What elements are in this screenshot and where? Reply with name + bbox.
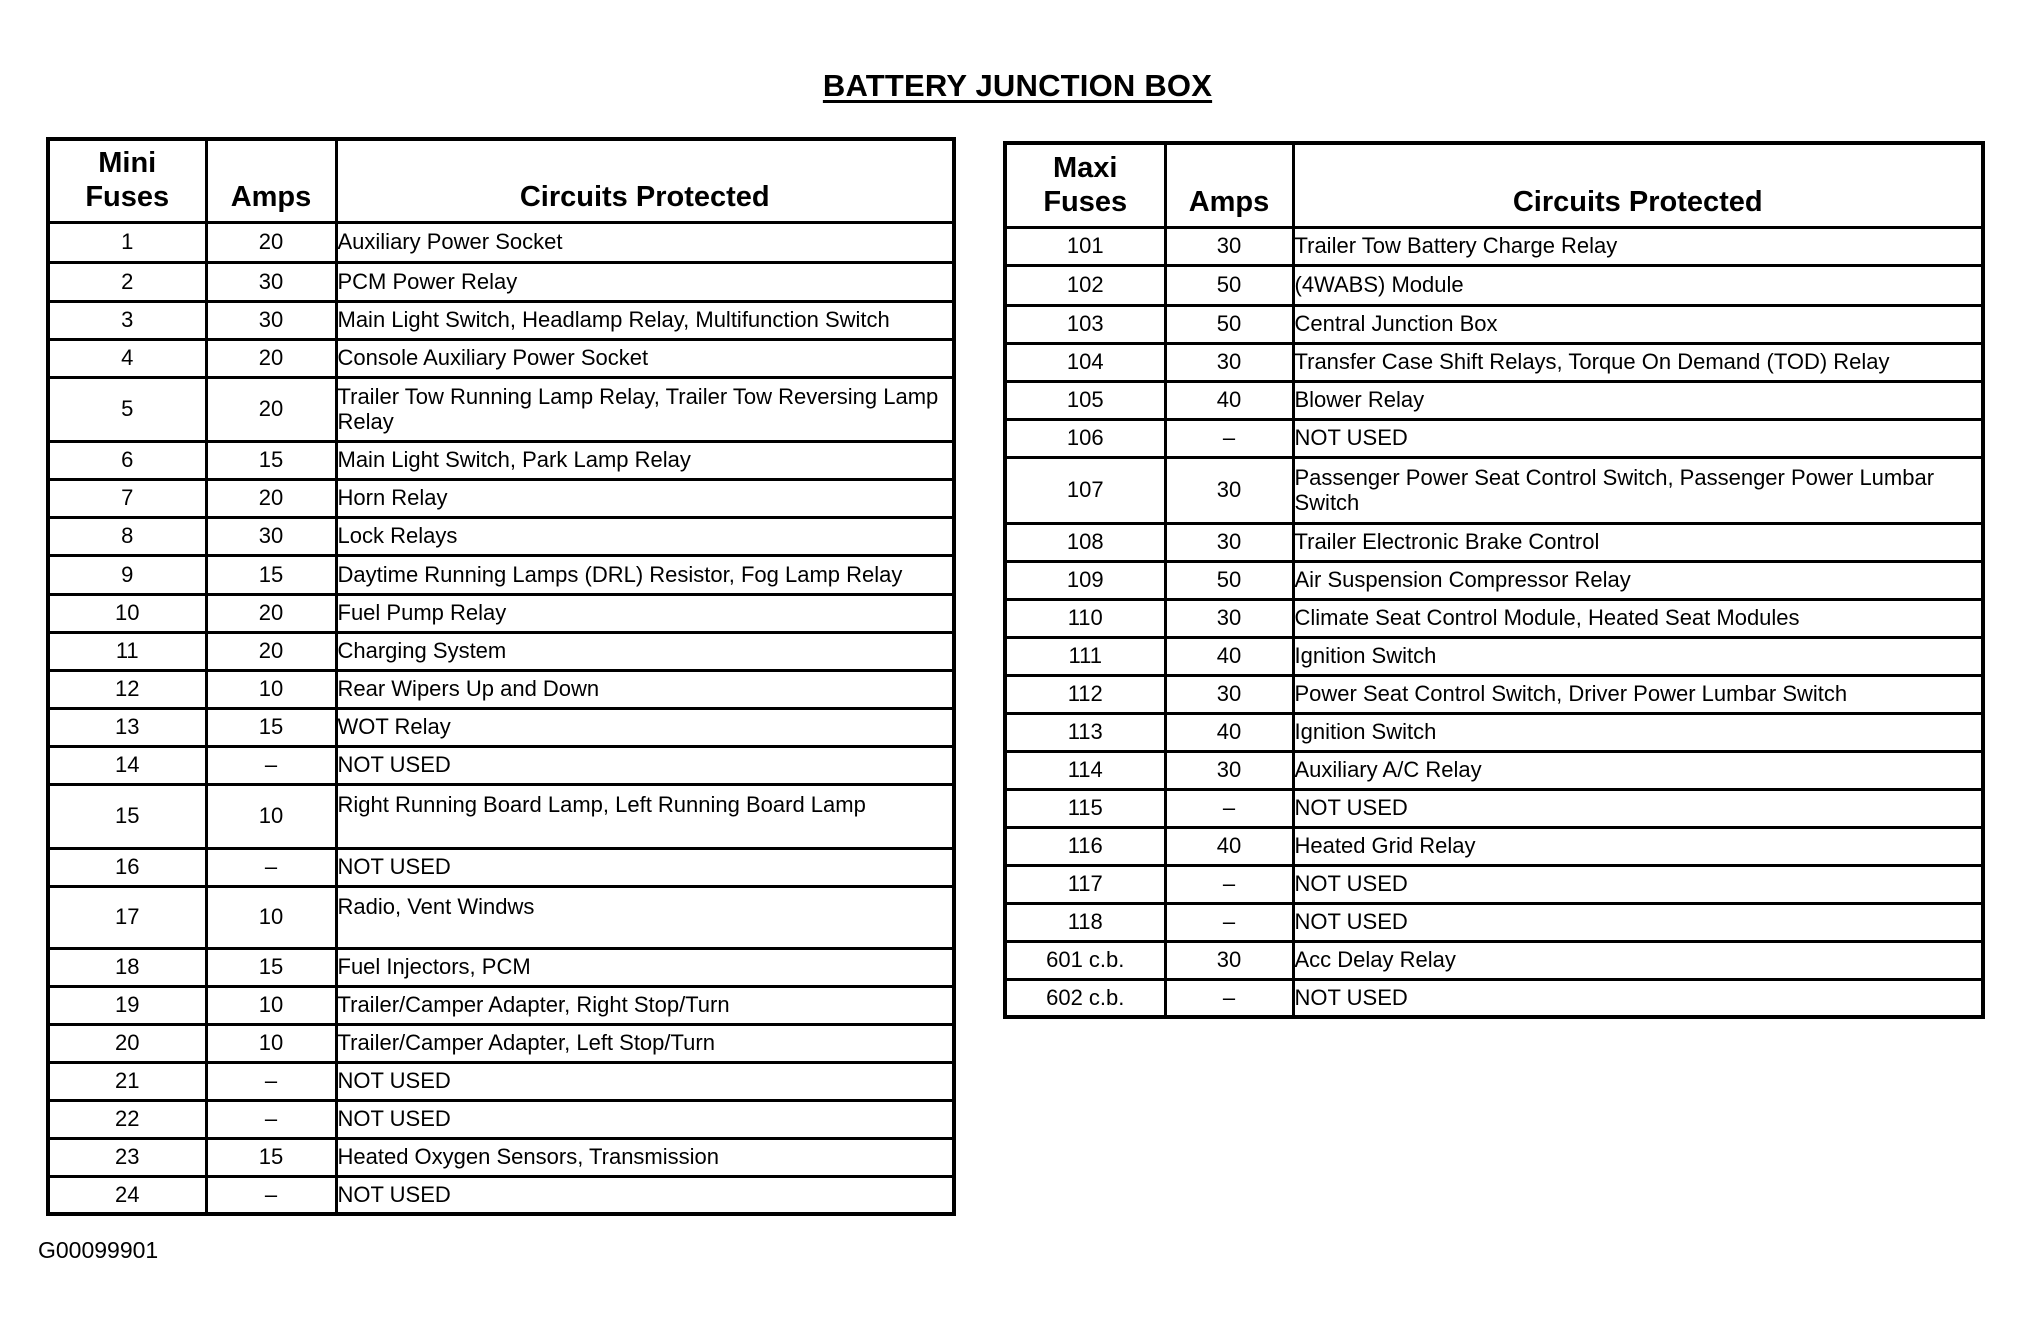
table-row <box>1005 419 1983 457</box>
circuits-protected: Trailer/Camper Adapter, Left Stop/Turn <box>336 1024 954 1062</box>
table-row <box>48 222 954 262</box>
table-row <box>48 746 954 784</box>
fuse-number: 24 <box>48 1176 206 1214</box>
circuits-protected: Main Light Switch, Park Lamp Relay <box>336 441 954 479</box>
table-header-row <box>48 139 954 222</box>
fuse-amps: 10 <box>206 886 336 948</box>
circuits-protected: Ignition Switch <box>1293 637 1983 675</box>
fuse-number: 117 <box>1005 865 1165 903</box>
circuits-protected: Acc Delay Relay <box>1293 941 1983 979</box>
fuse-amps: 15 <box>206 708 336 746</box>
table-row <box>48 886 954 948</box>
circuits-protected: Fuel Injectors, PCM <box>336 948 954 986</box>
table-row <box>1005 457 1983 523</box>
circuits-protected: Heated Oxygen Sensors, Transmission <box>336 1138 954 1176</box>
table-row <box>48 986 954 1024</box>
fuse-number: 5 <box>48 377 206 441</box>
column-header-circuits: Circuits Protected <box>336 139 954 222</box>
circuits-protected: NOT USED <box>1293 789 1983 827</box>
table-row <box>1005 789 1983 827</box>
fuse-amps: 20 <box>206 594 336 632</box>
fuse-number: 602 c.b. <box>1005 979 1165 1017</box>
fuse-amps: 30 <box>206 517 336 555</box>
fuse-number: 1 <box>48 222 206 262</box>
figure-code: G00099901 <box>38 1237 159 1263</box>
fuse-amps: 30 <box>1165 523 1293 561</box>
mini-fuses-body <box>48 222 954 1214</box>
circuits-protected: NOT USED <box>1293 419 1983 457</box>
table-row <box>1005 561 1983 599</box>
circuits-protected: Lock Relays <box>336 517 954 555</box>
circuits-protected: Central Junction Box <box>1293 305 1983 343</box>
fuse-number: 9 <box>48 555 206 594</box>
table-row <box>48 517 954 555</box>
fuse-number: 7 <box>48 479 206 517</box>
fuse-number: 118 <box>1005 903 1165 941</box>
table-row <box>1005 265 1983 305</box>
maxi-fuses-table <box>1003 141 1985 1019</box>
fuse-amps: – <box>1165 903 1293 941</box>
fuse-amps: 30 <box>1165 457 1293 523</box>
fuse-number: 111 <box>1005 637 1165 675</box>
table-row <box>1005 381 1983 419</box>
fuse-number: 102 <box>1005 265 1165 305</box>
circuits-protected: Daytime Running Lamps (DRL) Resistor, Fog Lamp Relay <box>336 555 954 594</box>
column-header-fuses: Mini Fuses <box>48 139 206 222</box>
circuits-protected: WOT Relay <box>336 708 954 746</box>
table-row <box>1005 903 1983 941</box>
circuits-protected: NOT USED <box>336 1176 954 1214</box>
mini-fuses-table <box>46 137 956 1216</box>
fuse-amps: – <box>1165 789 1293 827</box>
fuse-amps: 40 <box>1165 381 1293 419</box>
fuse-amps: – <box>206 746 336 784</box>
circuits-protected: Horn Relay <box>336 479 954 517</box>
fuse-number: 109 <box>1005 561 1165 599</box>
fuse-amps: – <box>1165 865 1293 903</box>
table-row <box>1005 941 1983 979</box>
fuse-amps: 10 <box>206 670 336 708</box>
fuse-number: 3 <box>48 301 206 339</box>
fuse-number: 11 <box>48 632 206 670</box>
table-row <box>1005 979 1983 1017</box>
circuits-protected: Console Auxiliary Power Socket <box>336 339 954 377</box>
circuits-protected: Right Running Board Lamp, Left Running Board Lamp <box>336 784 954 848</box>
fuse-amps: 40 <box>1165 713 1293 751</box>
fuse-amps: 15 <box>206 555 336 594</box>
table-row <box>48 479 954 517</box>
fuse-number: 115 <box>1005 789 1165 827</box>
table-row <box>1005 523 1983 561</box>
fuse-number: 17 <box>48 886 206 948</box>
fuse-number: 107 <box>1005 457 1165 523</box>
table-row <box>48 948 954 986</box>
circuits-protected: Transfer Case Shift Relays, Torque On Demand (TOD) Relay <box>1293 343 1983 381</box>
fuse-number: 105 <box>1005 381 1165 419</box>
fuse-number: 110 <box>1005 599 1165 637</box>
table-row <box>1005 865 1983 903</box>
circuits-protected: Main Light Switch, Headlamp Relay, Multifunction Switch <box>336 301 954 339</box>
table-row <box>1005 599 1983 637</box>
table-row <box>1005 675 1983 713</box>
circuits-protected: Rear Wipers Up and Down <box>336 670 954 708</box>
table-row <box>48 555 954 594</box>
fuse-number: 601 c.b. <box>1005 941 1165 979</box>
circuits-protected: NOT USED <box>1293 979 1983 1017</box>
fuse-amps: 30 <box>1165 227 1293 265</box>
circuits-protected: NOT USED <box>336 848 954 886</box>
table-row <box>1005 637 1983 675</box>
fuse-amps: 10 <box>206 1024 336 1062</box>
fuse-amps: 50 <box>1165 265 1293 305</box>
circuits-protected: Blower Relay <box>1293 381 1983 419</box>
column-header-fuses: Maxi Fuses <box>1005 143 1165 227</box>
fuse-amps: 20 <box>206 377 336 441</box>
fuse-amps: 30 <box>1165 751 1293 789</box>
fuse-number: 21 <box>48 1062 206 1100</box>
table-row <box>48 377 954 441</box>
table-row <box>48 784 954 848</box>
circuits-protected: Radio, Vent Windws <box>336 886 954 948</box>
maxi-fuses-body <box>1005 227 1983 1017</box>
circuits-protected: Ignition Switch <box>1293 713 1983 751</box>
circuits-protected: Heated Grid Relay <box>1293 827 1983 865</box>
table-row <box>48 1024 954 1062</box>
fuse-number: 106 <box>1005 419 1165 457</box>
table-row <box>48 262 954 301</box>
fuse-amps: 40 <box>1165 637 1293 675</box>
fuse-number: 22 <box>48 1100 206 1138</box>
circuits-protected: NOT USED <box>336 1100 954 1138</box>
fuse-number: 101 <box>1005 227 1165 265</box>
table-row <box>48 594 954 632</box>
circuits-protected: Trailer Tow Battery Charge Relay <box>1293 227 1983 265</box>
fuse-number: 18 <box>48 948 206 986</box>
fuse-number: 104 <box>1005 343 1165 381</box>
table-header-row <box>1005 143 1983 227</box>
fuse-number: 14 <box>48 746 206 784</box>
fuse-amps: 30 <box>1165 675 1293 713</box>
fuse-number: 114 <box>1005 751 1165 789</box>
fuse-amps: 10 <box>206 986 336 1024</box>
fuse-amps: 30 <box>1165 941 1293 979</box>
fuse-amps: 30 <box>206 301 336 339</box>
table-row <box>48 1062 954 1100</box>
circuits-protected: Charging System <box>336 632 954 670</box>
fuse-number: 113 <box>1005 713 1165 751</box>
fuse-amps: 30 <box>1165 599 1293 637</box>
table-row <box>48 441 954 479</box>
fuse-number: 112 <box>1005 675 1165 713</box>
circuits-protected: Fuel Pump Relay <box>336 594 954 632</box>
circuits-protected: Trailer/Camper Adapter, Right Stop/Turn <box>336 986 954 1024</box>
fuse-amps: – <box>1165 419 1293 457</box>
fuse-number: 108 <box>1005 523 1165 561</box>
fuse-amps: – <box>206 848 336 886</box>
circuits-protected: Power Seat Control Switch, Driver Power Lumbar Switch <box>1293 675 1983 713</box>
table-row <box>48 632 954 670</box>
circuits-protected: Trailer Electronic Brake Control <box>1293 523 1983 561</box>
fuse-amps: 10 <box>206 784 336 848</box>
table-row <box>48 1100 954 1138</box>
fuse-number: 116 <box>1005 827 1165 865</box>
fuse-amps: 30 <box>1165 343 1293 381</box>
circuits-protected: NOT USED <box>1293 903 1983 941</box>
fuse-number: 23 <box>48 1138 206 1176</box>
table-row <box>48 670 954 708</box>
circuits-protected: Auxiliary Power Socket <box>336 222 954 262</box>
fuse-amps: – <box>206 1100 336 1138</box>
column-header-circuits: Circuits Protected <box>1293 143 1983 227</box>
fuse-number: 6 <box>48 441 206 479</box>
table-row <box>48 339 954 377</box>
fuse-number: 10 <box>48 594 206 632</box>
circuits-protected: Trailer Tow Running Lamp Relay, Trailer Tow Reversing Lamp Relay <box>336 377 954 441</box>
table-row <box>48 301 954 339</box>
fuse-amps: – <box>206 1176 336 1214</box>
fuse-amps: 20 <box>206 222 336 262</box>
table-row <box>1005 713 1983 751</box>
fuse-number: 19 <box>48 986 206 1024</box>
circuits-protected: NOT USED <box>1293 865 1983 903</box>
fuse-amps: 30 <box>206 262 336 301</box>
table-row <box>1005 751 1983 789</box>
page-title: BATTERY JUNCTION BOX <box>822 68 1213 103</box>
fuse-number: 16 <box>48 848 206 886</box>
fuse-amps: – <box>206 1062 336 1100</box>
table-row <box>1005 227 1983 265</box>
circuits-protected: NOT USED <box>336 746 954 784</box>
fuse-amps: 20 <box>206 479 336 517</box>
fuse-number: 8 <box>48 517 206 555</box>
circuits-protected: PCM Power Relay <box>336 262 954 301</box>
fuse-number: 15 <box>48 784 206 848</box>
table-row <box>48 848 954 886</box>
fuse-number: 4 <box>48 339 206 377</box>
fuse-number: 20 <box>48 1024 206 1062</box>
fuse-number: 103 <box>1005 305 1165 343</box>
fuse-amps: 15 <box>206 948 336 986</box>
table-row <box>1005 827 1983 865</box>
fuse-amps: 50 <box>1165 305 1293 343</box>
circuits-protected: (4WABS) Module <box>1293 265 1983 305</box>
circuits-protected: Climate Seat Control Module, Heated Seat Modules <box>1293 599 1983 637</box>
fuse-amps: – <box>1165 979 1293 1017</box>
fuse-amps: 15 <box>206 1138 336 1176</box>
column-header-amps: Amps <box>1165 143 1293 227</box>
table-row <box>48 1176 954 1214</box>
fuse-number: 12 <box>48 670 206 708</box>
fuse-amps: 15 <box>206 441 336 479</box>
fuse-number: 13 <box>48 708 206 746</box>
table-row <box>48 1138 954 1176</box>
table-row <box>48 708 954 746</box>
circuits-protected: Passenger Power Seat Control Switch, Passenger Power Lumbar Switch <box>1293 457 1983 523</box>
circuits-protected: Auxiliary A/C Relay <box>1293 751 1983 789</box>
table-row <box>1005 305 1983 343</box>
fuse-amps: 40 <box>1165 827 1293 865</box>
circuits-protected: NOT USED <box>336 1062 954 1100</box>
fuse-amps: 50 <box>1165 561 1293 599</box>
fuse-number: 2 <box>48 262 206 301</box>
circuits-protected: Air Suspension Compressor Relay <box>1293 561 1983 599</box>
column-header-amps: Amps <box>206 139 336 222</box>
fuse-amps: 20 <box>206 339 336 377</box>
fuse-amps: 20 <box>206 632 336 670</box>
table-row <box>1005 343 1983 381</box>
